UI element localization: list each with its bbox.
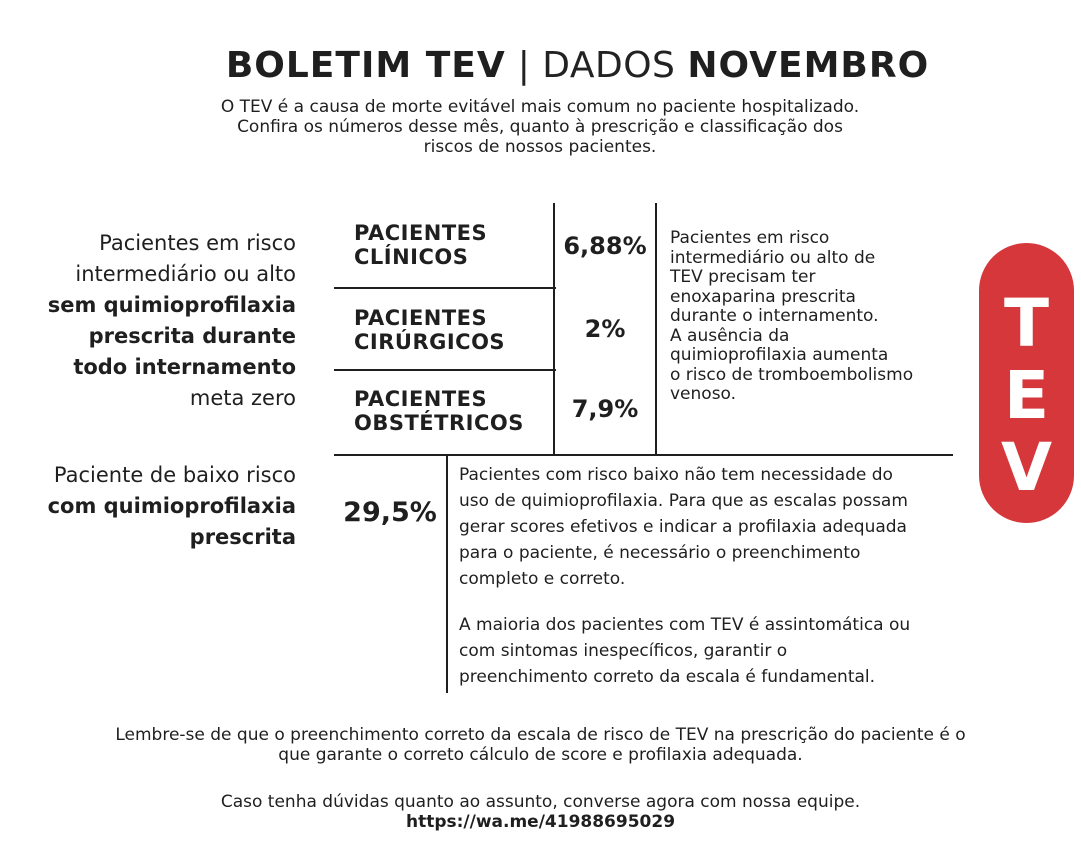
risk-description-intro: Pacientes em risco intermediário ou alto (75, 231, 296, 286)
risk-description (0, 228, 296, 414)
category-surgical: PACIENTES CIRÚRGICOS (354, 306, 506, 354)
table-divider-category (553, 203, 555, 456)
low-risk-info-text: Pacientes com risco baixo não tem necessidade do uso de quimioprofilaxia. Para que as escalas possam gerar scores efetivos e indicar a profilaxia adequada para o paciente, é necessário o preenchimento completo e correto. (459, 465, 908, 589)
badge-letter: E (1003, 357, 1050, 434)
low-risk-description-intro: Paciente de baixo risco (53, 463, 296, 487)
badge-letter: V (1000, 429, 1053, 506)
badge-letter: T (1003, 285, 1050, 362)
title-bulletin: BOLETIM TEV (225, 45, 506, 86)
footer-reminder: Lembre-se de que o preenchimento correto da escala de risco de TEV na prescrição do paciente é o que garante o correto cálculo de score e profilaxia adequada. (115, 725, 966, 765)
page-title (0, 44, 1081, 88)
low-risk-description-emphasis: com quimioprofilaxia prescrita (47, 494, 296, 549)
footer-contact-text: Caso tenha dúvidas quanto ao assunto, converse agora com nossa equipe. (220, 792, 861, 812)
table-row-divider (334, 287, 556, 289)
value-clinical: 6,88% (563, 232, 647, 260)
table-row-divider (334, 369, 556, 371)
value-low-risk: 29,5% (343, 497, 437, 528)
category-clinical: PACIENTES CLÍNICOS (354, 221, 488, 269)
section-divider (334, 454, 953, 456)
title-data: DADOS (542, 45, 676, 86)
title-separator: | (517, 45, 531, 86)
risk-description-goal: meta zero (189, 386, 296, 410)
category-obstetric: PACIENTES OBSTÉTRICOS (354, 387, 524, 435)
table-divider-value (655, 203, 657, 456)
tev-symptoms-info-text: A maioria dos pacientes com TEV é assintomática ou com sintomas inespecíficos, garantir o preenchimento correto da escala é fundamental. (459, 615, 911, 687)
tev-badge (979, 243, 1074, 523)
value-surgical: 2% (584, 315, 626, 343)
intro-text: O TEV é a causa de morte evitável mais comum no paciente hospitalizado. Confira os números desse mês, quanto à prescrição e classificação dos riscos de nossos pacientes. (220, 97, 860, 157)
whatsapp-link[interactable]: https://wa.me/41988695029 (405, 812, 676, 832)
risk-info-text: Pacientes em risco intermediário ou alto de TEV precisam ter enoxaparina prescrita durante o internamento. A ausência da quimioprofilaxia aumenta o risco de tromboembolismo venoso. (670, 228, 914, 404)
risk-description-emphasis: sem quimioprofilaxia prescrita durante todo internamento (47, 293, 296, 379)
low-risk-divider (446, 456, 448, 693)
title-month: NOVEMBRO (687, 45, 930, 86)
value-obstetric: 7,9% (571, 395, 639, 423)
low-risk-description (0, 460, 296, 553)
